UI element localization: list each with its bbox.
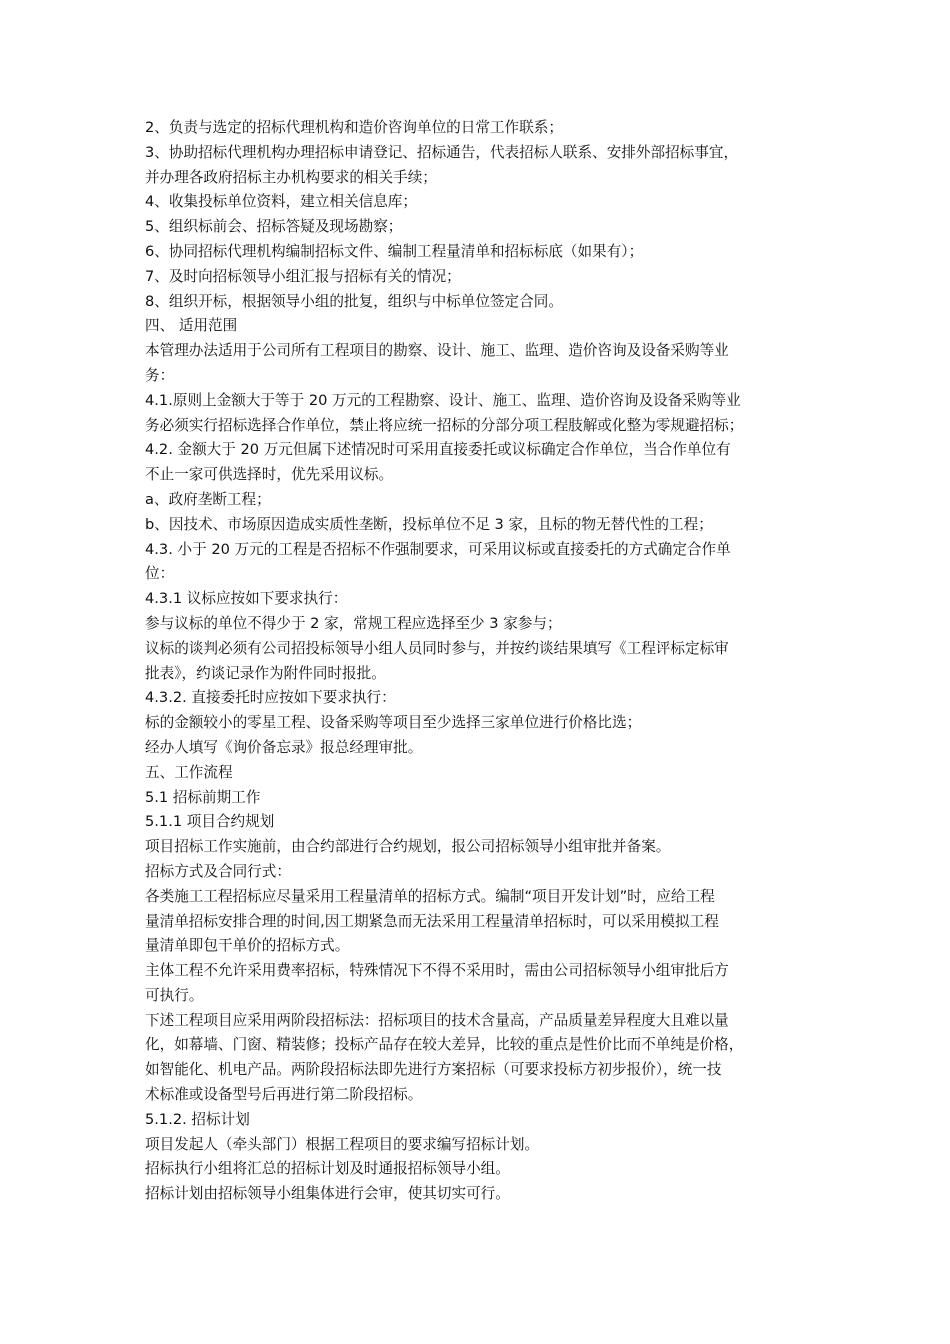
- text-line: 5、组织标前会、招标答疑及现场勘察；: [145, 218, 403, 236]
- text-line: 7、及时向招标领导小组汇报与招标有关的情况；: [145, 267, 461, 285]
- text-line: 批表》，约谈记录作为附件同时报批。: [145, 664, 386, 682]
- text-line: 5.1.1 项目合约规划: [145, 813, 275, 831]
- text-line: 4.3. 小于 20 万元的工程是否招标不作强制要求，可采用议标或直接委托的方式确定合作单: [145, 540, 731, 558]
- text-line: 并办理各政府招标主办机构要求的相关手续；: [145, 168, 437, 186]
- text-line: 五、工作流程: [145, 763, 233, 781]
- text-line: 4.3.1 议标应按如下要求执行：: [145, 590, 348, 608]
- text-line: 招标方式及合同行式：: [145, 862, 291, 880]
- text-line: 项目发起人（牵头部门）根据工程项目的要求编写招标计划。: [145, 1135, 540, 1153]
- text-line: 标的金额较小的零星工程、设备采购等项目至少选择三家单位进行价格比选；: [145, 714, 642, 732]
- text-line: 6、协同招标代理机构编制招标文件、编制工程量清单和招标标底（如果有）；: [145, 242, 644, 260]
- text-line: 下述工程项目应采用两阶段招标法：招标项目的技术含量高，产品质量差异程度大且难以量: [145, 1011, 729, 1029]
- text-line: 务：: [145, 366, 175, 384]
- text-line: 议标的谈判必须有公司招投标领导小组人员同时参与，并按约谈结果填写《工程评标定标审: [145, 639, 729, 657]
- text-line: 5.1 招标前期工作: [145, 788, 261, 806]
- text-line: 各类施工工程招标应尽量采用工程量清单的招标方式。编制“项目开发计划”时，应给工程: [145, 887, 715, 905]
- text-line: 四、 适用范围: [145, 317, 238, 335]
- text-line: 如智能化、机电产品。两阶段招标法即先进行方案招标（可要求投标方初步报价），统一技: [145, 1061, 722, 1079]
- text-line: 位：: [145, 565, 175, 583]
- text-line: 参与议标的单位不得少于 2 家，常规工程应选择至少 3 家参与；: [145, 614, 562, 632]
- text-line: 4.3.2. 直接委托时应按如下要求执行：: [145, 689, 396, 707]
- text-line: 量清单招标安排合理的时间,因工期紧急而无法采用工程量清单招标时，可以采用模拟工程: [145, 912, 719, 930]
- text-line: 经办人填写《询价备忘录》报总经理审批。: [145, 738, 423, 756]
- document-body: [145, 116, 825, 1207]
- text-line: 5.1.2. 招标计划: [145, 1110, 250, 1128]
- text-line: 主体工程不允许采用费率招标，特殊情况下不得不采用时，需由公司招标领导小组审批后方: [145, 962, 729, 980]
- text-line: 4.2. 金额大于 20 万元但属下述情况时可采用直接委托或议标确定合作单位，当合作单位有: [145, 441, 731, 459]
- text-line: 2、负责与选定的招标代理机构和造价咨询单位的日常工作联系；: [145, 119, 563, 136]
- text-line: 3、协助招标代理机构办理招标申请登记、招标通告，代表招标人联系、安排外部招标事宜，: [145, 143, 739, 161]
- text-line: 可执行。: [145, 986, 204, 1004]
- text-line: 招标执行小组将汇总的招标计划及时通报招标领导小组。: [145, 1160, 510, 1178]
- text-line: 量清单即包干单价的招标方式。: [145, 937, 350, 955]
- text-line: 化，如幕墙、门窗、精装修；投标产品存在较大差异，比较的重点是性价比而不单纯是价格，: [145, 1036, 744, 1054]
- text-line: 项目招标工作实施前，由合约部进行合约规划，报公司招标领导小组审批并备案。: [145, 838, 671, 856]
- text-line: 8、组织开标，根据领导小组的批复，组织与中标单位签定合同。: [145, 292, 563, 310]
- text-line: 务必须实行招标选择合作单位，禁止将应统一招标的分部分项工程肢解或化整为零规避招标；: [145, 416, 744, 434]
- text-line: a、政府垄断工程；: [145, 490, 271, 508]
- text-line: 4、收集投标单位资料，建立相关信息库；: [145, 193, 417, 211]
- text-line: 4.1.原则上金额大于等于 20 万元的工程勘察、设计、施工、监理、造价咨询及设备采购等业: [145, 391, 741, 409]
- text-line: 本管理办法适用于公司所有工程项目的勘察、设计、施工、监理、造价咨询及设备采购等业: [145, 342, 729, 360]
- text-line: 不止一家可供选择时，优先采用议标。: [145, 466, 394, 484]
- text-line: 招标计划由招标领导小组集体进行会审，使其切实可行。: [145, 1185, 510, 1203]
- text-line: 术标准或设备型号后再进行第二阶段招标。: [145, 1086, 423, 1104]
- text-line: b、因技术、市场原因造成实质性垄断，投标单位不足 3 家，且标的物无替代性的工程；: [145, 515, 713, 533]
